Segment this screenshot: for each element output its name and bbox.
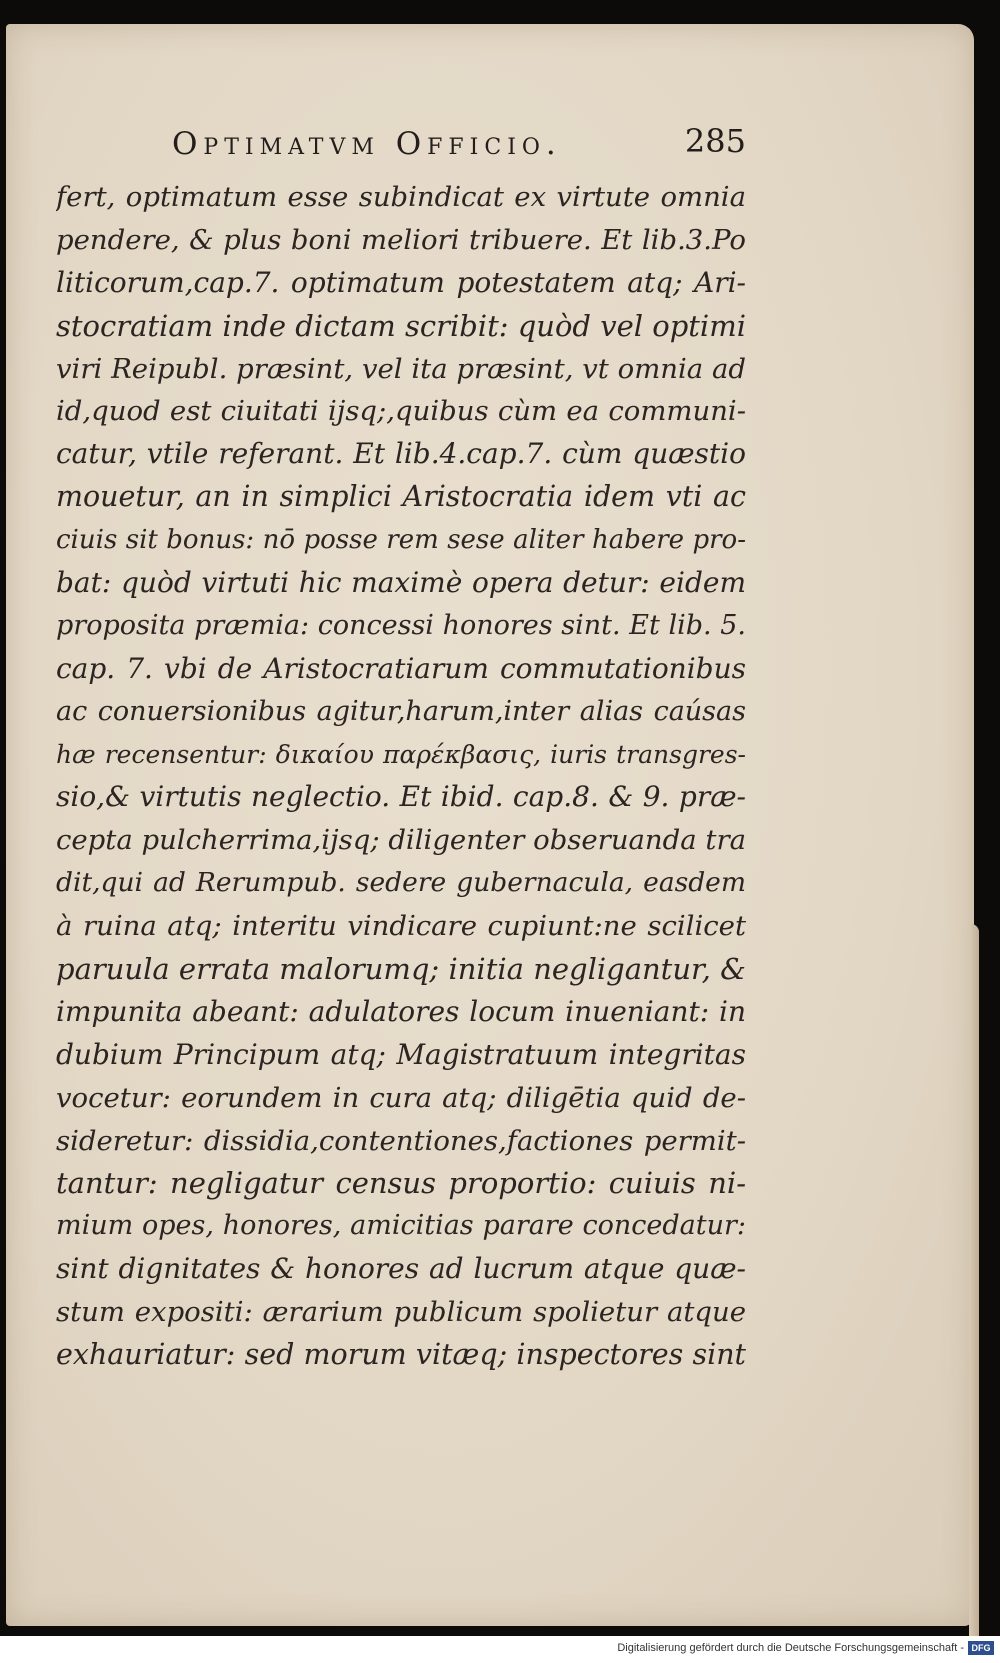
text-line: proposita præmia: concessi honores sint. Et lib. 5. <box>56 609 746 641</box>
text-line: id,quod est ciuitati ijsq;,quibus cùm ea communi- <box>56 395 746 428</box>
funding-credit: Digitalisierung gefördert durch die Deutsche Forschungsgemeinschaft - <box>617 1642 964 1654</box>
text-line: liticorum,cap.7. optimatum potestatem atq; Ari- <box>56 265 746 299</box>
text-line: cap. 7. vbi de Aristocratiarum commutationibus <box>56 651 746 685</box>
digitization-footer <box>0 1636 1000 1663</box>
text-line: sio,& virtutis neglectio. Et ibid. cap.8. & 9. præ- <box>56 780 746 814</box>
running-head-title: Optimatvm Officio. <box>172 126 562 162</box>
text-line: vocetur: eorundem in cura atq; diligētia quid de- <box>56 1081 746 1114</box>
text-line: catur, vtile referant. Et lib.4.cap.7. cùm quæstio <box>56 437 746 471</box>
body-text <box>56 176 746 1377</box>
text-block <box>56 116 746 1386</box>
text-line: viri Reipubl. præsint, vel ita præsint, vt omnia ad <box>56 352 746 385</box>
text-line: mium opes, honores, amicitias parare concedatur: <box>56 1210 746 1242</box>
text-line: fert, optimatum esse subindicat ex virtute omnia <box>56 181 746 213</box>
text-line: bat: quòd virtuti hic maximè opera detur: eidem <box>56 566 746 600</box>
text-line: sint dignitates & honores ad lucrum atque quæ- <box>56 1252 746 1286</box>
book-page <box>6 24 974 1626</box>
text-line: impunita abeant: adulatores locum inueniant: in <box>56 994 746 1028</box>
text-line: ciuis sit bonus: nō posse rem sese aliter habere pro- <box>56 525 746 556</box>
text-line: dubium Principum atq; Magistratuum integritas <box>56 1037 746 1071</box>
text-line: mouetur, an in simplici Aristocratia idem vti ac <box>56 480 746 514</box>
text-line: tantur: negligatur census proportio: cuiuis ni- <box>56 1166 746 1201</box>
text-line: sideretur: dissidia,contentiones,factiones permit- <box>56 1124 746 1157</box>
text-line: exhauriatur: sed morum vitæq; inspectores sint <box>56 1338 746 1372</box>
dfg-logo-icon: DFG <box>968 1641 994 1655</box>
text-line: cepta pulcherrima,ijsq; diligenter obseruanda tra <box>56 824 746 857</box>
text-line: ac conuersionibus agitur,harum,inter alias caúsas <box>56 695 746 727</box>
text-line: stum expositi: ærarium publicum spolietur atque <box>56 1296 746 1329</box>
page-edge <box>969 924 979 1644</box>
text-line: dit,qui ad Rerumpub. sedere gubernacula, easdem <box>56 867 746 899</box>
text-line: hæ recensentur: δικαίου παρέκβασις, iuris transgres- <box>56 739 746 769</box>
text-line: paruula errata malorumq; initia negligantur, & <box>56 952 746 987</box>
text-line: à ruina atq; interitu vindicare cupiunt:ne scilicet <box>56 910 746 943</box>
text-line: stocratiam inde dictam scribit: quòd vel optimi <box>56 308 746 343</box>
text-line: pendere, & plus boni meliori tribuere. Et lib.3.Po <box>56 223 746 256</box>
page-number: 285 <box>684 122 746 160</box>
running-head <box>56 116 746 176</box>
